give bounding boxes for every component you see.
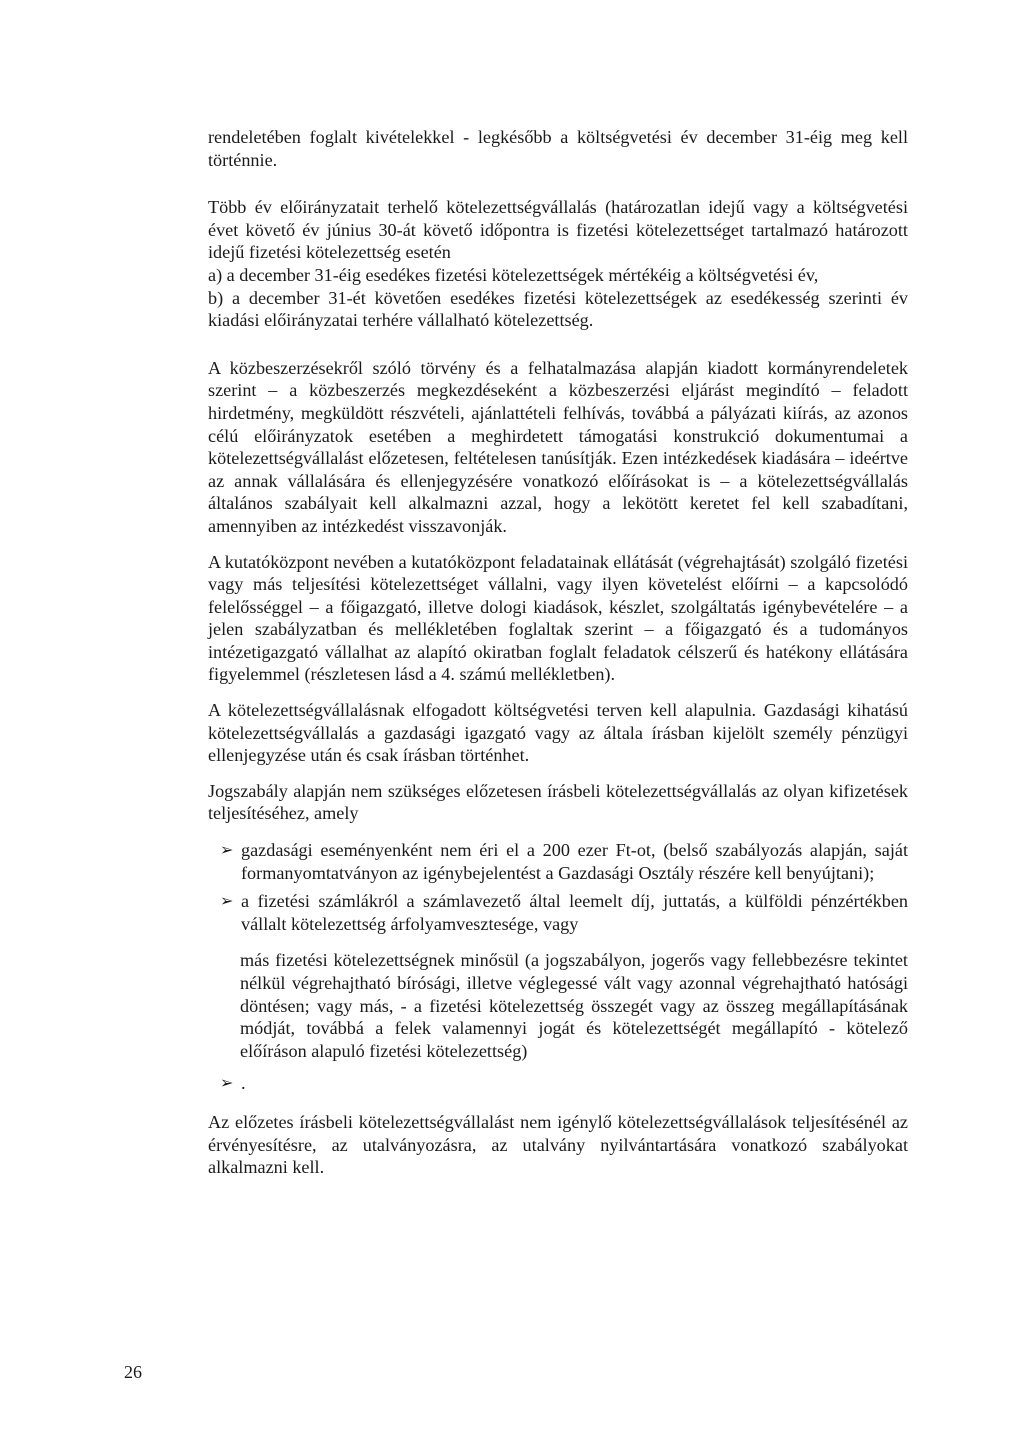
list-item-a: a) a december 31-éig esedékes fizetési kötelezettségek mértékéig a költségvetési év,	[208, 264, 819, 285]
paragraph-closing: Az előzetes írásbeli kötelezettségvállalást nem igénylő kötelezettségvállalások teljesítésénél az érvényesítésre, az utalványozásra, az utalvány nyilvántartására vonatkozó szabályokat alkalmazni kell.	[208, 1111, 908, 1178]
list-item-text: a fizetési számlákról a számlavezető által leemelt díj, juttatás, a külföldi pénzértékben vállalt kötelezettség árfolyamvesztesége, vagy	[241, 891, 908, 934]
paragraph-continuation: rendeletében foglalt kivételekkel - legkésőbb a költségvetési év december 31-éig meg kell történnie.	[208, 127, 908, 170]
list-item	[208, 1072, 908, 1095]
paragraph-multi-year-commitment	[208, 196, 908, 332]
exemptions-list-continued	[208, 1072, 908, 1095]
paragraph-research-center: A kutatóközpont nevében a kutatóközpont feladatainak ellátását (végrehajtását) szolgáló fizetési vagy más teljesítési kötelezettséget vállalni, vagy ilyen követelést előírni – a kapcsolódó felelősséggel – a főigazgató, illetve dologi kiadások, készlet, szolgáltatás igénybevételére – a jelen szabályzatban és mellékletében foglaltak szerint – a főigazgató és a tudományos intézetigazgató vállalhat az alapító okiratban foglalt feladatok célszerű és hatékony ellátására figyelemmel (részletesen lásd a 4. számú mellékletben).	[208, 551, 908, 685]
list-item-b: b) a december 31-ét követően esedékes fizetési kötelezettségek az esedékesség szerinti év kiadási előirányzatai terhére vállalható kötelezettség.	[208, 287, 908, 331]
paragraph-exemptions-intro: Jogszabály alapján nem szükséges előzetesen írásbeli kötelezettségvállalás az olyan kifizetések teljesítéséhez, amely	[208, 780, 908, 824]
paragraph-line: Több év előirányzatait terhelő kötelezettségvállalás (határozatlan idejű vagy a költségvetési évet követő év június 30-át követő időpontra is fizetési kötelezettséget tartalmazó határozott idejű fizetési kötelezettség esetén	[208, 197, 908, 263]
list-item-text: gazdasági eseményenként nem éri el a 200 ezer Ft-ot, (belső szabályozás alapján, saját formanyomtatványon az igénybejelentést a Gazdasági Osztály részére kell benyújtani);	[241, 840, 908, 883]
arrow-bullet-icon: ➢	[220, 1073, 234, 1093]
list-item	[208, 839, 908, 884]
list-item-text: .	[241, 1073, 246, 1094]
paragraph-public-procurement: A közbeszerzésekről szóló törvény és a felhatalmazása alapján kiadott kormányrendeletek szerint – a közbeszerzés megkezdéseként a közbeszerzési eljárást megindító – feladott hirdetmény, megküldött részvételi, ajánlattételi felhívás, továbbá a pályázati kiírás, az azonos célú előirányzatok esetében a meghirdetett támogatási konstrukció dokumentumai a kötelezettségvállalást előzetesen, feltételesen tanúsítják. Ezen intézkedések kiadására – ideértve az annak vállalására és ellenjegyzésére vonatkozó előírásokat is – a kötelezettségvállalás általános szabályait kell alkalmazni azzal, hogy a lekötött keretet fel kell szabadítani, amennyiben az intézkedést visszavonják.	[208, 357, 908, 536]
sub-paragraph: más fizetési kötelezettségnek minősül (a jogszabályon, jogerős vagy fellebbezésre tekintet nélkül végrehajtható bírósági, illetve véglegessé vált vagy azonnal végrehajtható hatósági döntésen; vagy más, - a fizetési kötelezettség összegét vagy az összeg megállapításának módját, továbbá a felek valamennyi jogát és kötelezettségét megállapító - kötelező előíráson alapuló fizetési kötelezettség)	[240, 950, 908, 1061]
arrow-bullet-icon: ➢	[220, 891, 234, 911]
list-item	[208, 890, 908, 935]
document-body	[208, 126, 908, 1179]
arrow-bullet-icon: ➢	[220, 840, 234, 860]
paragraph-budget-plan: A kötelezettségvállalásnak elfogadott költségvetési terven kell alapulnia. Gazdasági kihatású kötelezettségvállalás a gazdasági igazgató vagy az általa írásban kijelölt személy pénzügyi ellenjegyzése után és csak írásban történhet.	[208, 700, 908, 766]
exemptions-list	[208, 839, 908, 935]
page-number: 26	[124, 1362, 142, 1382]
